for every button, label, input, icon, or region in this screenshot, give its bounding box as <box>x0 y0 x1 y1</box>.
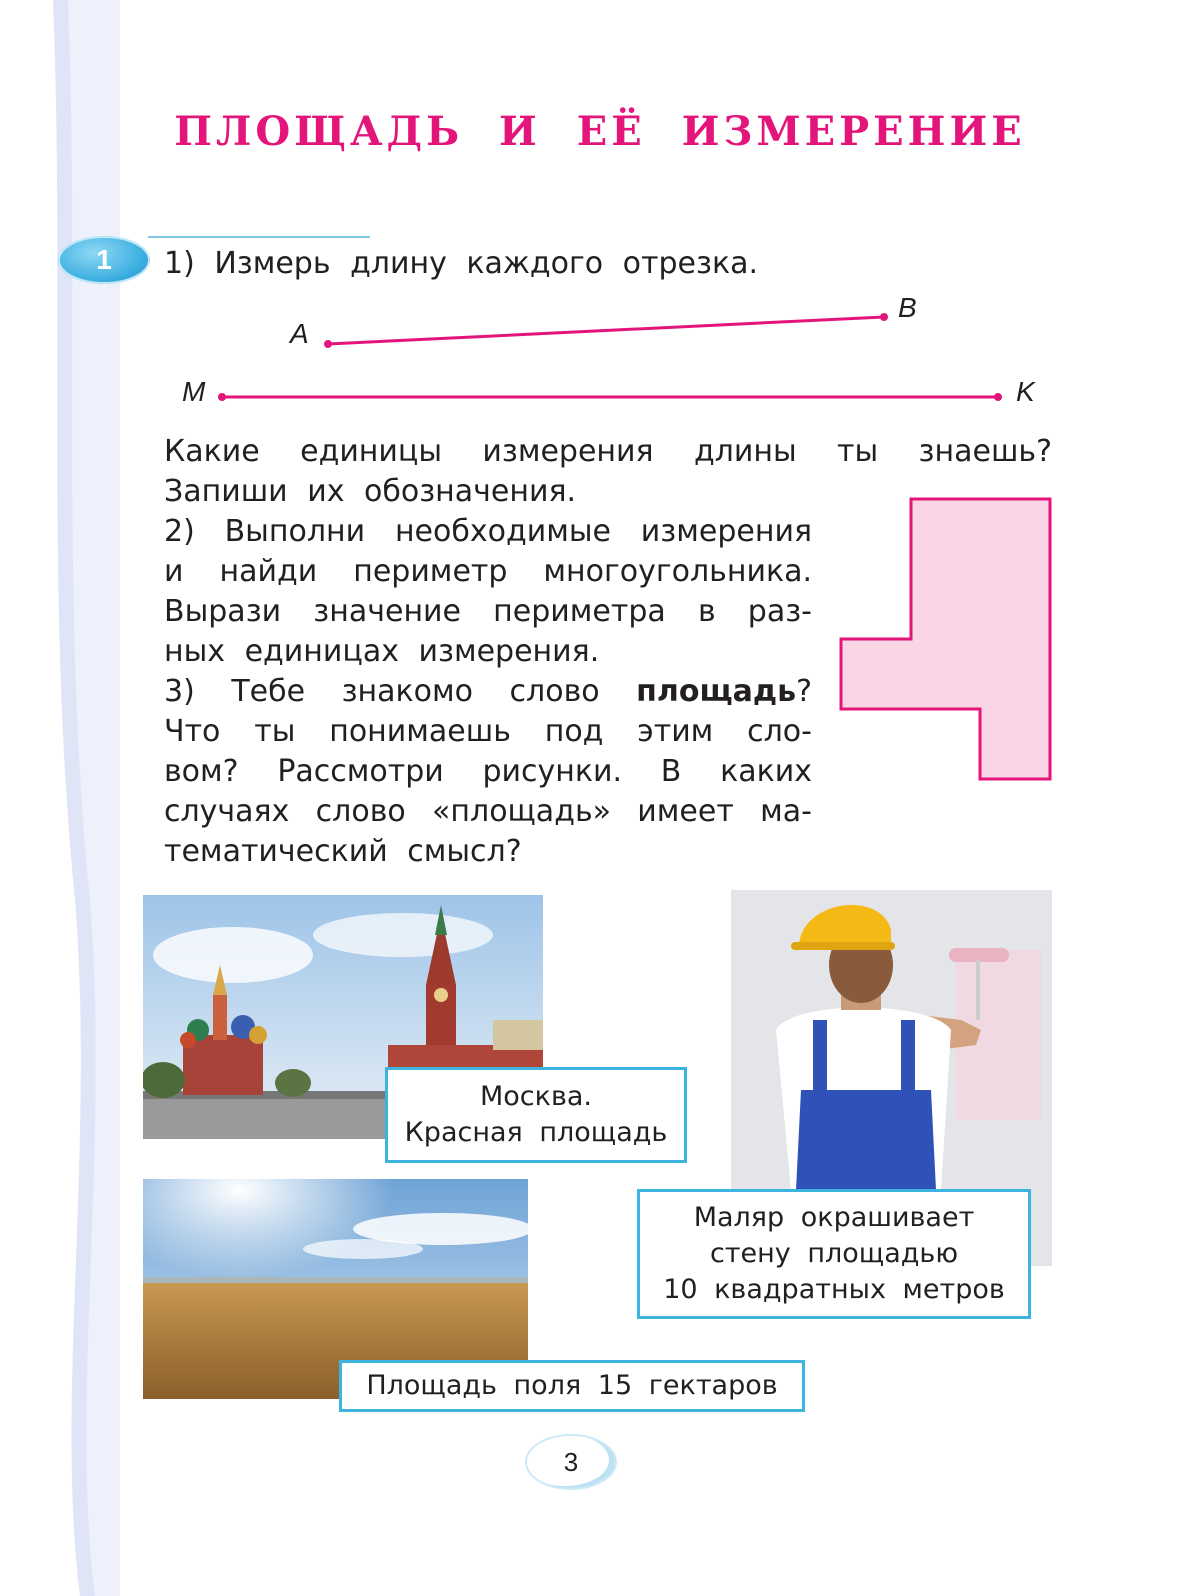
caption-wheat-field <box>339 1360 805 1412</box>
caption-line: стену площадью <box>709 1238 959 1269</box>
label-k: K <box>1016 376 1035 407</box>
part3-line: тематический смысл? <box>164 834 522 869</box>
part2-line: 2) Выполни необходимые измерения <box>164 514 812 549</box>
question-mark: ? <box>796 674 812 709</box>
part3-line: Что ты понимаешь под этим сло- <box>164 714 812 749</box>
caption-line: Маляр окрашивает <box>693 1202 975 1233</box>
part3-line: случаях слово «площадь» имеет ма- <box>164 794 812 829</box>
part2-line: Вырази значение периметра в раз- <box>164 594 812 629</box>
point-k <box>994 393 1002 401</box>
keyword-area: площадь <box>636 674 797 709</box>
part3-line: вом? Рассмотри рисунки. В каких <box>164 754 812 789</box>
caption-line: Москва. <box>479 1081 592 1112</box>
page-title: ПЛОЩАДЬ И ЕЁ ИЗМЕРЕНИЕ <box>174 108 1026 155</box>
polygon-figure <box>836 496 1056 786</box>
caption-painter <box>637 1189 1031 1319</box>
question-units-2: Запиши их обозначения. <box>164 474 577 509</box>
point-b <box>880 313 888 321</box>
question-units: Какие единицы измерения длины ты знаешь? <box>164 434 1052 469</box>
part2-line: ных единицах измерения. <box>164 634 600 669</box>
part3-text: 3) Тебе знакомо слово <box>164 674 637 709</box>
page-number: 3 <box>527 1436 615 1488</box>
caption-red-square <box>385 1067 687 1163</box>
label-a: A <box>290 318 309 349</box>
label-b: B <box>898 292 917 323</box>
segment-ab <box>328 317 884 344</box>
label-m: M <box>182 376 206 407</box>
segments-figure <box>0 0 1200 420</box>
caption-line: Красная площадь <box>404 1117 668 1148</box>
caption-line: 10 квадратных метров <box>663 1274 1005 1305</box>
task-part1: 1) Измерь длину каждого отрезка. <box>164 246 758 281</box>
part3-first-line <box>164 672 812 712</box>
task-number-badge: 1 <box>58 236 150 284</box>
point-a <box>324 340 332 348</box>
point-m <box>218 393 226 401</box>
part2-line: и найди периметр многоугольника. <box>164 554 812 589</box>
caption-line: Площадь поля 15 гектаров <box>366 1370 778 1401</box>
